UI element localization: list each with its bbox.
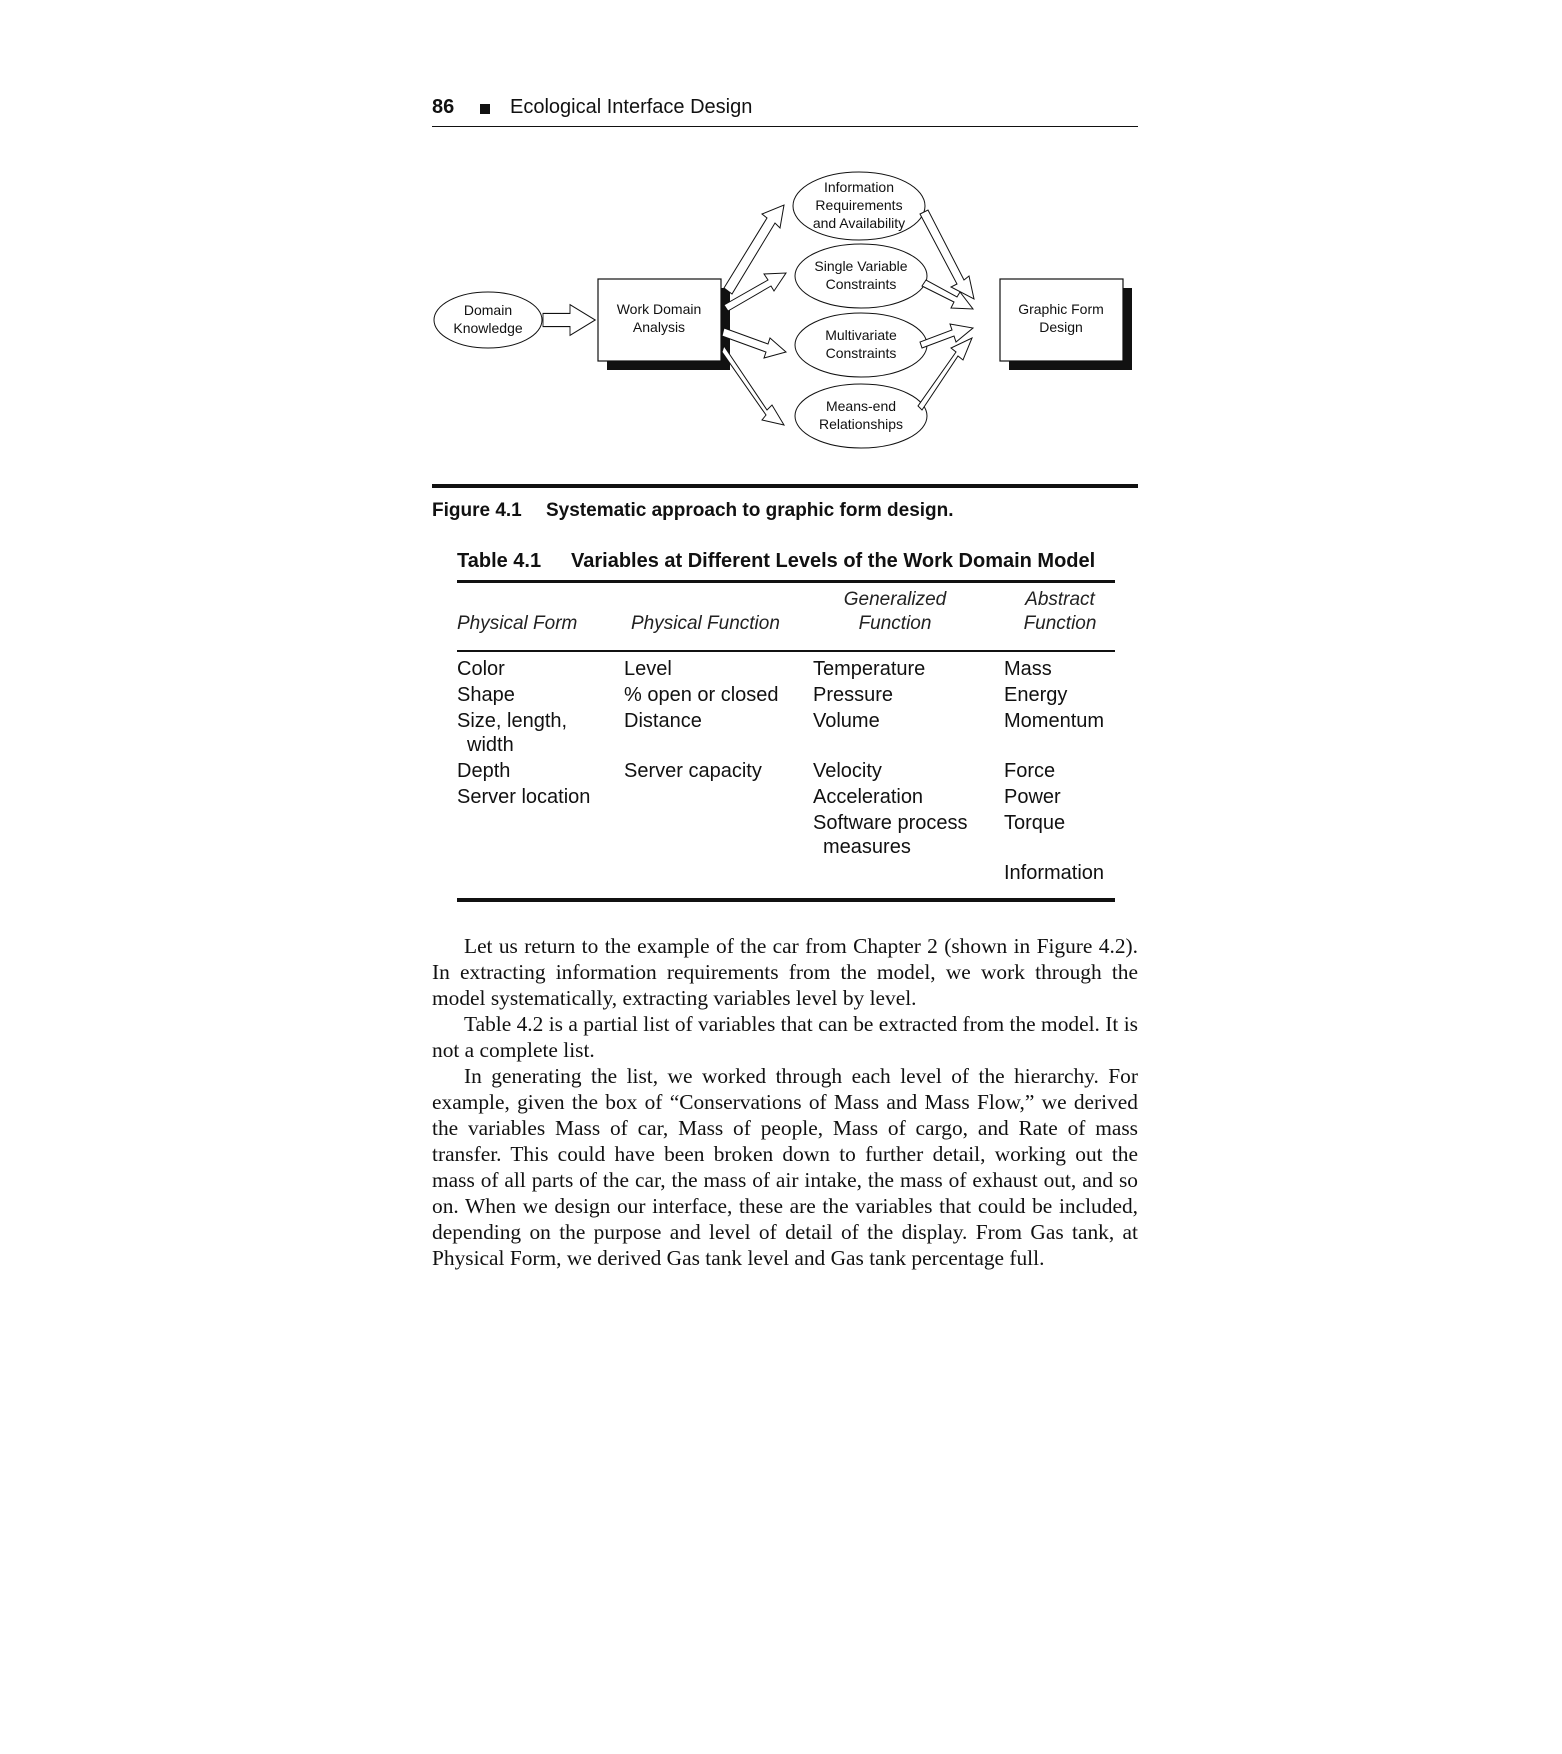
arrow-wda-to-means bbox=[722, 346, 784, 425]
square-bullet-icon bbox=[480, 104, 490, 114]
table-cell: Information bbox=[1004, 862, 1105, 884]
multi-label-1: Multivariate bbox=[825, 327, 897, 343]
table-cell: Power bbox=[1004, 786, 1061, 808]
table-header-physical-function: Physical Function bbox=[631, 613, 780, 634]
wda-label-1: Work Domain bbox=[616, 301, 702, 317]
table-cell: Server location bbox=[457, 786, 591, 808]
table-cell: Energy bbox=[1004, 684, 1068, 706]
paragraph: In generating the list, we worked through each level of the hierarchy. For example, given the box of “Conservations of Mass and Mass Flow,” we derived the variables Mass of car, Mass of people, Mass of cargo, and Rate of mass transfer. This could have been broken down to further detail, working out the mass of all parts of the car, the mass of air intake, the mass of exhaust out, and so on. When we design our interface, these are the variables that could be included, depending on the purpose and level of detail of the display. From Gas tank, at Physical Form, we derived Gas tank level and Gas tank percentage full. bbox=[432, 1064, 1138, 1270]
means-label-1: Means-end bbox=[825, 398, 897, 414]
paragraph: Let us return to the example of the car from Chapter 2 (shown in Figure 4.2). In extracting information requirements from the model, we work through the model systematically, extracting variables level by level. bbox=[432, 934, 1138, 1010]
fanin-arrows bbox=[918, 210, 974, 410]
table-cell: Mass bbox=[1004, 658, 1052, 680]
page-number: 86 bbox=[432, 96, 455, 118]
fanout-arrows bbox=[722, 205, 786, 425]
info-label-2: Requirements bbox=[815, 197, 903, 213]
table-caption-text: Variables at Different Levels of the Work Domain Model bbox=[571, 550, 1096, 572]
table-header-abstract-function-2: Function bbox=[1023, 613, 1097, 634]
table-cell: Momentum bbox=[1004, 710, 1105, 732]
figure-caption bbox=[432, 500, 954, 522]
table-cell: Pressure bbox=[813, 684, 894, 706]
table-number: Table 4.1 bbox=[457, 550, 542, 572]
gfd-label-1: Graphic Form bbox=[1018, 301, 1104, 317]
table-header-physical-form: Physical Form bbox=[457, 613, 578, 634]
paragraph: Table 4.2 is a partial list of variables that can be extracted from the model. It is not a complete list. bbox=[432, 1012, 1138, 1062]
table-cell: Color bbox=[457, 658, 505, 680]
table-cell: Volume bbox=[813, 710, 880, 732]
table-cell: width bbox=[467, 734, 514, 756]
table-cell: Acceleration bbox=[813, 786, 924, 808]
running-header bbox=[432, 96, 1138, 127]
info-label-1: Information bbox=[823, 179, 895, 195]
table-rule-bottom bbox=[457, 898, 1115, 902]
table-cell: Software process bbox=[813, 812, 968, 834]
table-cell: measures bbox=[823, 836, 911, 858]
table-cell: % open or closed bbox=[624, 684, 779, 706]
table-cell: Server capacity bbox=[624, 760, 762, 782]
table-caption bbox=[457, 550, 1095, 573]
table-cell: Level bbox=[624, 658, 672, 680]
table-header-generalized-function-1: Generalized bbox=[843, 589, 947, 610]
single-label-2: Constraints bbox=[825, 276, 897, 292]
table-cell: Size, length, bbox=[457, 710, 568, 732]
table-cell: Velocity bbox=[813, 760, 882, 782]
multi-label-2: Constraints bbox=[825, 345, 897, 361]
info-label-3: and Availability bbox=[812, 215, 906, 231]
domain-knowledge-label-2: Knowledge bbox=[453, 320, 523, 336]
wda-label-2: Analysis bbox=[632, 319, 686, 335]
means-label-2: Relationships bbox=[818, 416, 904, 432]
figure-diagram bbox=[432, 170, 1152, 480]
table-header-generalized-function-2: Function bbox=[858, 613, 932, 634]
single-label-1: Single Variable bbox=[814, 258, 908, 274]
gfd-label-2: Design bbox=[1039, 319, 1083, 335]
table-cell: Distance bbox=[624, 710, 702, 732]
domain-knowledge-label-1: Domain bbox=[463, 302, 513, 318]
body-text bbox=[432, 933, 1138, 1271]
table-cell: Depth bbox=[457, 760, 511, 782]
table-rule-mid bbox=[457, 650, 1115, 652]
table-header-abstract-function-1: Abstract bbox=[1025, 589, 1095, 610]
table-cell: Temperature bbox=[813, 658, 926, 680]
arrow-domain-to-wda bbox=[543, 305, 595, 336]
figure-number: Figure 4.1 bbox=[432, 500, 522, 521]
table-rule-top bbox=[457, 580, 1115, 583]
arrow-wda-to-multi bbox=[722, 328, 786, 358]
figure-caption-text: Systematic approach to graphic form design. bbox=[546, 500, 954, 521]
table-cell: Torque bbox=[1004, 812, 1066, 834]
figure-rule bbox=[432, 484, 1138, 488]
table-cell: Force bbox=[1004, 760, 1056, 782]
flow-diagram bbox=[432, 170, 1152, 480]
table-cell: Shape bbox=[457, 684, 515, 706]
running-title: Ecological Interface Design bbox=[510, 96, 753, 118]
